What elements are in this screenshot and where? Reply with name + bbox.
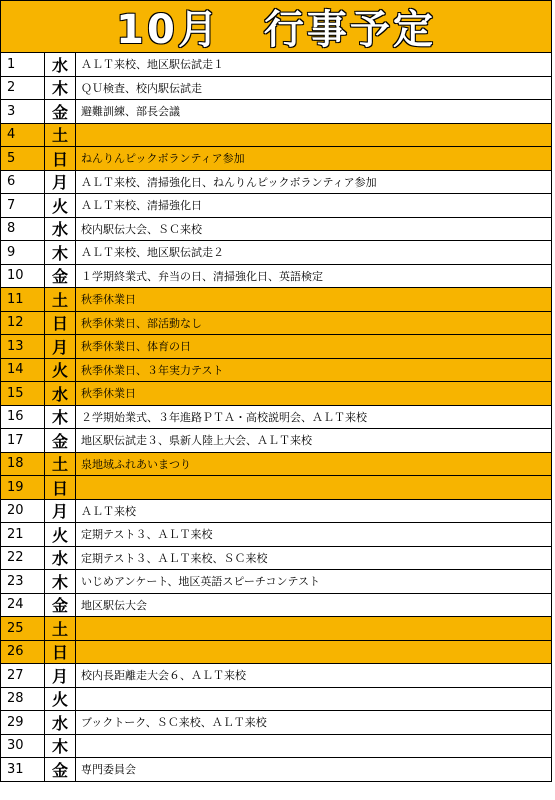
table-row <box>0 523 552 547</box>
event-text <box>76 617 551 640</box>
day-number: 9 <box>1 241 45 264</box>
day-number: 10 <box>1 265 45 288</box>
weekday: 日 <box>45 641 76 664</box>
day-number: 6 <box>1 171 45 194</box>
event-text: ＡＬＴ来校、清掃強化日、ねんりんピックボランティア参加 <box>81 175 377 189</box>
weekday: 木 <box>45 77 76 100</box>
event-text: ２学期始業式、３年進路ＰＴＡ・高校説明会、ＡＬＴ来校 <box>81 410 367 424</box>
event-text <box>76 641 551 664</box>
day-number: 8 <box>1 218 45 241</box>
day-number: 29 <box>1 711 45 734</box>
event-text: 定期テスト３、ＡＬＴ来校、ＳＣ来校 <box>81 551 268 565</box>
table-row <box>0 218 552 242</box>
day-number: 26 <box>1 641 45 664</box>
table-row <box>0 735 552 759</box>
table-row <box>0 241 552 265</box>
day-number: 11 <box>1 288 45 311</box>
day-number: 27 <box>1 664 45 687</box>
event-text: 秋季休業日 <box>81 293 136 307</box>
table-row <box>0 406 552 430</box>
event-text <box>76 476 551 499</box>
day-number: 23 <box>1 570 45 593</box>
weekday: 日 <box>45 312 76 335</box>
weekday: 火 <box>45 523 76 546</box>
day-number: 28 <box>1 688 45 711</box>
table-row <box>0 359 552 383</box>
weekday: 土 <box>45 288 76 311</box>
day-number: 21 <box>1 523 45 546</box>
table-row <box>0 570 552 594</box>
table-row <box>0 288 552 312</box>
day-number: 13 <box>1 335 45 358</box>
event-text: ＡＬＴ来校、地区駅伝試走２ <box>81 246 224 260</box>
weekday: 水 <box>45 53 76 76</box>
day-number: 5 <box>1 147 45 170</box>
event-text: 専門委員会 <box>81 763 136 777</box>
table-row <box>0 124 552 148</box>
weekday: 水 <box>45 547 76 570</box>
day-number: 14 <box>1 359 45 382</box>
weekday: 金 <box>45 758 76 781</box>
table-row <box>0 312 552 336</box>
event-text: 秋季休業日 <box>81 387 136 401</box>
weekday: 金 <box>45 100 76 123</box>
weekday: 日 <box>45 147 76 170</box>
day-number: 4 <box>1 124 45 147</box>
event-text <box>76 688 551 711</box>
weekday: 月 <box>45 335 76 358</box>
table-row <box>0 429 552 453</box>
table-row <box>0 265 552 289</box>
event-text: 地区駅伝大会 <box>81 598 147 612</box>
weekday: 木 <box>45 735 76 758</box>
table-row <box>0 641 552 665</box>
weekday: 月 <box>45 664 76 687</box>
event-text: 避難訓練、部長会議 <box>81 105 180 119</box>
day-number: 15 <box>1 382 45 405</box>
table-row <box>0 617 552 641</box>
day-number: 22 <box>1 547 45 570</box>
event-text: いじめアンケート、地区英語スピーチコンテスト <box>81 575 321 589</box>
weekday: 土 <box>45 617 76 640</box>
day-number: 7 <box>1 194 45 217</box>
table-row <box>0 758 552 782</box>
day-number: 12 <box>1 312 45 335</box>
event-text: １学期終業式、弁当の日、清掃強化日、英語検定 <box>81 269 323 283</box>
event-text: 泉地域ふれあいまつり <box>81 457 191 471</box>
table-row <box>0 100 552 124</box>
schedule-title-bar <box>0 0 552 53</box>
table-row <box>0 476 552 500</box>
event-text <box>76 735 551 758</box>
table-row <box>0 547 552 571</box>
day-number: 31 <box>1 758 45 781</box>
weekday: 水 <box>45 711 76 734</box>
table-row <box>0 147 552 171</box>
weekday: 水 <box>45 218 76 241</box>
day-number: 19 <box>1 476 45 499</box>
table-row <box>0 500 552 524</box>
weekday: 金 <box>45 265 76 288</box>
table-row <box>0 453 552 477</box>
event-text: 秋季休業日、３年実力テスト <box>81 363 224 377</box>
day-number: 25 <box>1 617 45 640</box>
event-text: ＱＵ検査、校内駅伝試走 <box>81 81 202 95</box>
weekday: 火 <box>45 688 76 711</box>
table-row <box>0 688 552 712</box>
event-text: 定期テスト３、ＡＬＴ来校 <box>81 528 213 542</box>
weekday: 月 <box>45 171 76 194</box>
weekday: 水 <box>45 382 76 405</box>
day-number: 2 <box>1 77 45 100</box>
day-number: 24 <box>1 594 45 617</box>
day-number: 30 <box>1 735 45 758</box>
weekday: 月 <box>45 500 76 523</box>
event-text <box>76 124 551 147</box>
weekday: 火 <box>45 194 76 217</box>
table-row <box>0 664 552 688</box>
day-number: 20 <box>1 500 45 523</box>
weekday: 木 <box>45 241 76 264</box>
table-row <box>0 335 552 359</box>
event-text: 地区駅伝試走３、県新人陸上大会、ＡＬＴ来校 <box>81 434 312 448</box>
table-row <box>0 171 552 195</box>
weekday: 木 <box>45 406 76 429</box>
table-row <box>0 711 552 735</box>
day-number: 17 <box>1 429 45 452</box>
event-text: ＡＬＴ来校、地区駅伝試走１ <box>81 58 224 72</box>
event-text: ＡＬＴ来校、清掃強化日 <box>81 199 202 213</box>
event-text: 秋季休業日、体育の日 <box>81 340 191 354</box>
event-text: ＡＬＴ来校 <box>81 504 136 518</box>
table-row <box>0 194 552 218</box>
schedule-title: 10月 行事予定 <box>116 7 436 53</box>
day-number: 1 <box>1 53 45 76</box>
event-text: ねんりんピックボランティア参加 <box>81 152 245 166</box>
weekday: 土 <box>45 124 76 147</box>
event-text: 秋季休業日、部活動なし <box>81 316 202 330</box>
event-text: ブックトーク、ＳＣ来校、ＡＬＴ来校 <box>81 716 267 730</box>
event-text: 校内長距離走大会６、ＡＬＴ来校 <box>81 669 246 683</box>
weekday: 金 <box>45 429 76 452</box>
weekday: 金 <box>45 594 76 617</box>
weekday: 木 <box>45 570 76 593</box>
weekday: 日 <box>45 476 76 499</box>
table-row <box>0 594 552 618</box>
schedule-table <box>0 53 552 782</box>
table-row <box>0 53 552 77</box>
weekday: 土 <box>45 453 76 476</box>
weekday: 火 <box>45 359 76 382</box>
day-number: 3 <box>1 100 45 123</box>
table-row <box>0 77 552 101</box>
event-text: 校内駅伝大会、ＳＣ来校 <box>81 222 202 236</box>
day-number: 18 <box>1 453 45 476</box>
table-row <box>0 382 552 406</box>
day-number: 16 <box>1 406 45 429</box>
